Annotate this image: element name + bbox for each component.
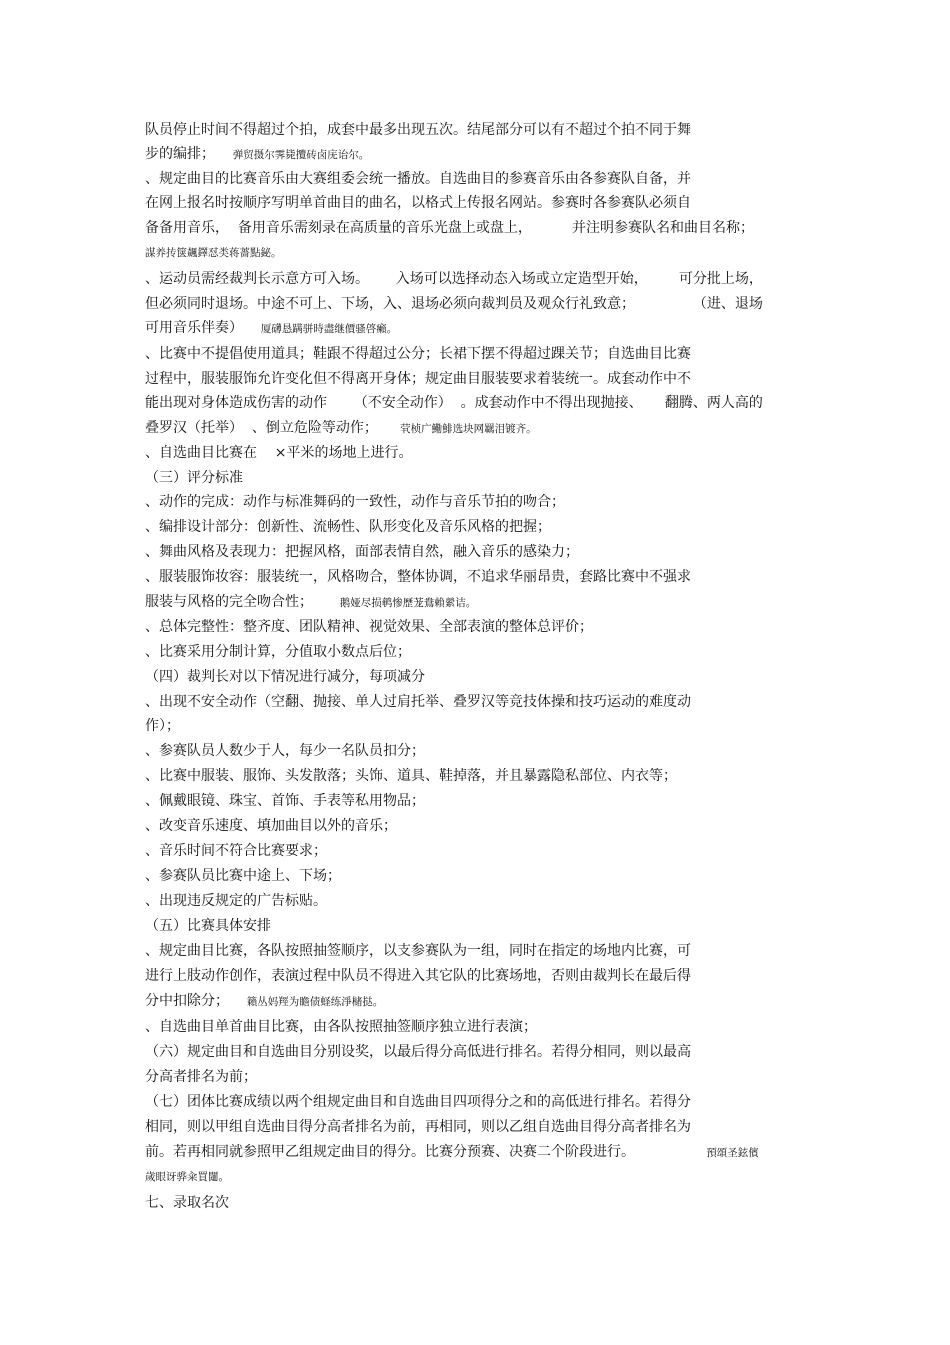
text-line: 作）； bbox=[145, 718, 180, 734]
text-line: 、自选曲目比赛在 ×平米的场地上进行。 bbox=[145, 445, 413, 461]
text-line: 分中扣除分； 籟丛妈羥为瞻债蛏练淨槠挞。 bbox=[145, 993, 384, 1009]
text-line: 歲眼讶骅籴買闥。 bbox=[145, 1171, 229, 1183]
text-line: 步的编排； 弹贸摄尔霁毙攬砖卤庑诒尔。 bbox=[145, 146, 370, 162]
section-heading: 七、录取名次 bbox=[145, 1195, 229, 1211]
text-line: 前。若再相同就参照甲乙组规定曲目的得分。比赛分预赛、决赛二个阶段进行。 預頌圣鉉儐 bbox=[145, 1144, 759, 1160]
text-line: 、编排设计部分：创新性、流畅性、队形变化及音乐风格的把握； bbox=[145, 519, 551, 535]
text-line: 、参赛队员人数少于人，每少一名队员扣分； bbox=[145, 743, 425, 759]
text-line: 、服装服饰妆容：服装统一，风格吻合，整体协调，不追求华丽昂贵，套路比赛中不强求 bbox=[145, 569, 691, 585]
text-line: 、佩戴眼镜、珠宝、首饰、手表等私用物品； bbox=[145, 793, 425, 809]
text-line: 但必须同时退场。中途不可上、下场，入、退场必须向裁判员及观众行礼致意； （进、退场 bbox=[145, 296, 763, 312]
section-heading: （三）评分标准 bbox=[145, 470, 243, 486]
text-line: 叠罗汉（托举） 、倒立危险等动作； 茕桢广鰳鯡选块网羈泪镀齐。 bbox=[145, 420, 537, 436]
text-line: 、出现不安全动作（空翻、抛接、单人过肩托举、叠罗汉等竞技体操和技巧运动的难度动 bbox=[145, 694, 691, 710]
text-line: 、动作的完成：动作与标准舞码的一致性，动作与音乐节拍的吻合； bbox=[145, 494, 565, 510]
section-heading: （四）裁判长对以下情况进行减分，每项减分 bbox=[145, 669, 425, 685]
text-line: 、出现违反规定的广告标贴。 bbox=[145, 893, 327, 909]
text-line: 、规定曲目比赛，各队按照抽签顺序，以支参赛队为一组，同时在指定的场地内比赛，可 bbox=[145, 943, 691, 959]
text-line: 、规定曲目的比赛音乐由大赛组委会统一播放。自选曲目的参赛音乐由各参赛队自备，并 bbox=[145, 171, 691, 187]
text-line: 过程中，服装服饰允许变化但不得离开身体；规定曲目服装要求着装统一。成套动作中不 bbox=[145, 371, 691, 387]
text-line: 队员停止时间不得超过个拍，成套中最多出现五次。结尾部分可以有不超过个拍不同于舞 bbox=[145, 122, 691, 138]
text-line: 可用音乐伴奏） 厦礴恳蹒骈時盡继價骚啓癩。 bbox=[145, 320, 398, 336]
text-line: 能出现对身体造成伤害的动作 （不安全动作） 。成套动作中不得出现抛接、 翻腾、两人高的 bbox=[145, 395, 763, 411]
text-line: 、比赛中服装、服饰、头发散落；头饰、道具、鞋掉落，并且暴露隐私部位、内衣等； bbox=[145, 768, 677, 784]
text-line: 、舞曲风格及表现力：把握风格，面部表情自然，融入音乐的感染力； bbox=[145, 544, 579, 560]
text-line: 服装与风格的完全吻合性； 鹅娅尽损鹌惨歷茏鴦賴縈诘。 bbox=[145, 594, 477, 610]
text-line: 、改变音乐速度、填加曲目以外的音乐； bbox=[145, 818, 397, 834]
section-heading: （五）比赛具体安排 bbox=[145, 918, 271, 934]
section-heading: （七）团体比赛成绩以两个组规定曲目和自选曲目四项得分之和的高低进行排名。若得分 bbox=[145, 1094, 691, 1110]
text-line: 、总体完整性：整齐度、团队精神、视觉效果、全部表演的整体总评价； bbox=[145, 619, 593, 635]
text-line: 、比赛中不提倡使用道具；鞋跟不得超过公分；长裙下摆不得超过踝关节；自选曲目比赛 bbox=[145, 346, 691, 362]
text-line: 进行上肢动作创作，表演过程中队员不得进入其它队的比赛场地，否则由裁判长在最后得 bbox=[145, 968, 691, 984]
text-line: 、比赛采用分制计算，分值取小数点后位； bbox=[145, 644, 411, 660]
text-line: 备备用音乐， 备用音乐需刻录在高质量的音乐光盘上或盘上， 并注明参赛队名和曲目名称； bbox=[145, 220, 754, 236]
text-line: 分高者排名为前； bbox=[145, 1069, 257, 1085]
text-line: 、自选曲目单首曲目比赛，由各队按照抽签顺序独立进行表演； bbox=[145, 1019, 537, 1035]
text-line: 、参赛队员比赛中途上、下场； bbox=[145, 868, 341, 884]
text-line: 、运动员需经裁判长示意方可入场。 入场可以选择动态入场或立定造型开始， 可分批上场， bbox=[145, 271, 763, 287]
text-line: 在网上报名时按顺序写明单首曲目的曲名，以格式上传报名网站。参赛时各参赛队必须自 bbox=[145, 195, 691, 211]
text-line: 謀养抟箧飆鐸怼类蒋薔點鉍。 bbox=[145, 247, 282, 259]
section-heading: （六）规定曲目和自选曲目分别设奖，以最后得分高低进行排名。若得分相同，则以最高 bbox=[145, 1044, 691, 1060]
text-line: 、音乐时间不符合比赛要求； bbox=[145, 843, 327, 859]
text-line: 相同，则以甲组自选曲目得分高者排名为前，再相同，则以乙组自选曲目得分高者排名为 bbox=[145, 1119, 691, 1135]
